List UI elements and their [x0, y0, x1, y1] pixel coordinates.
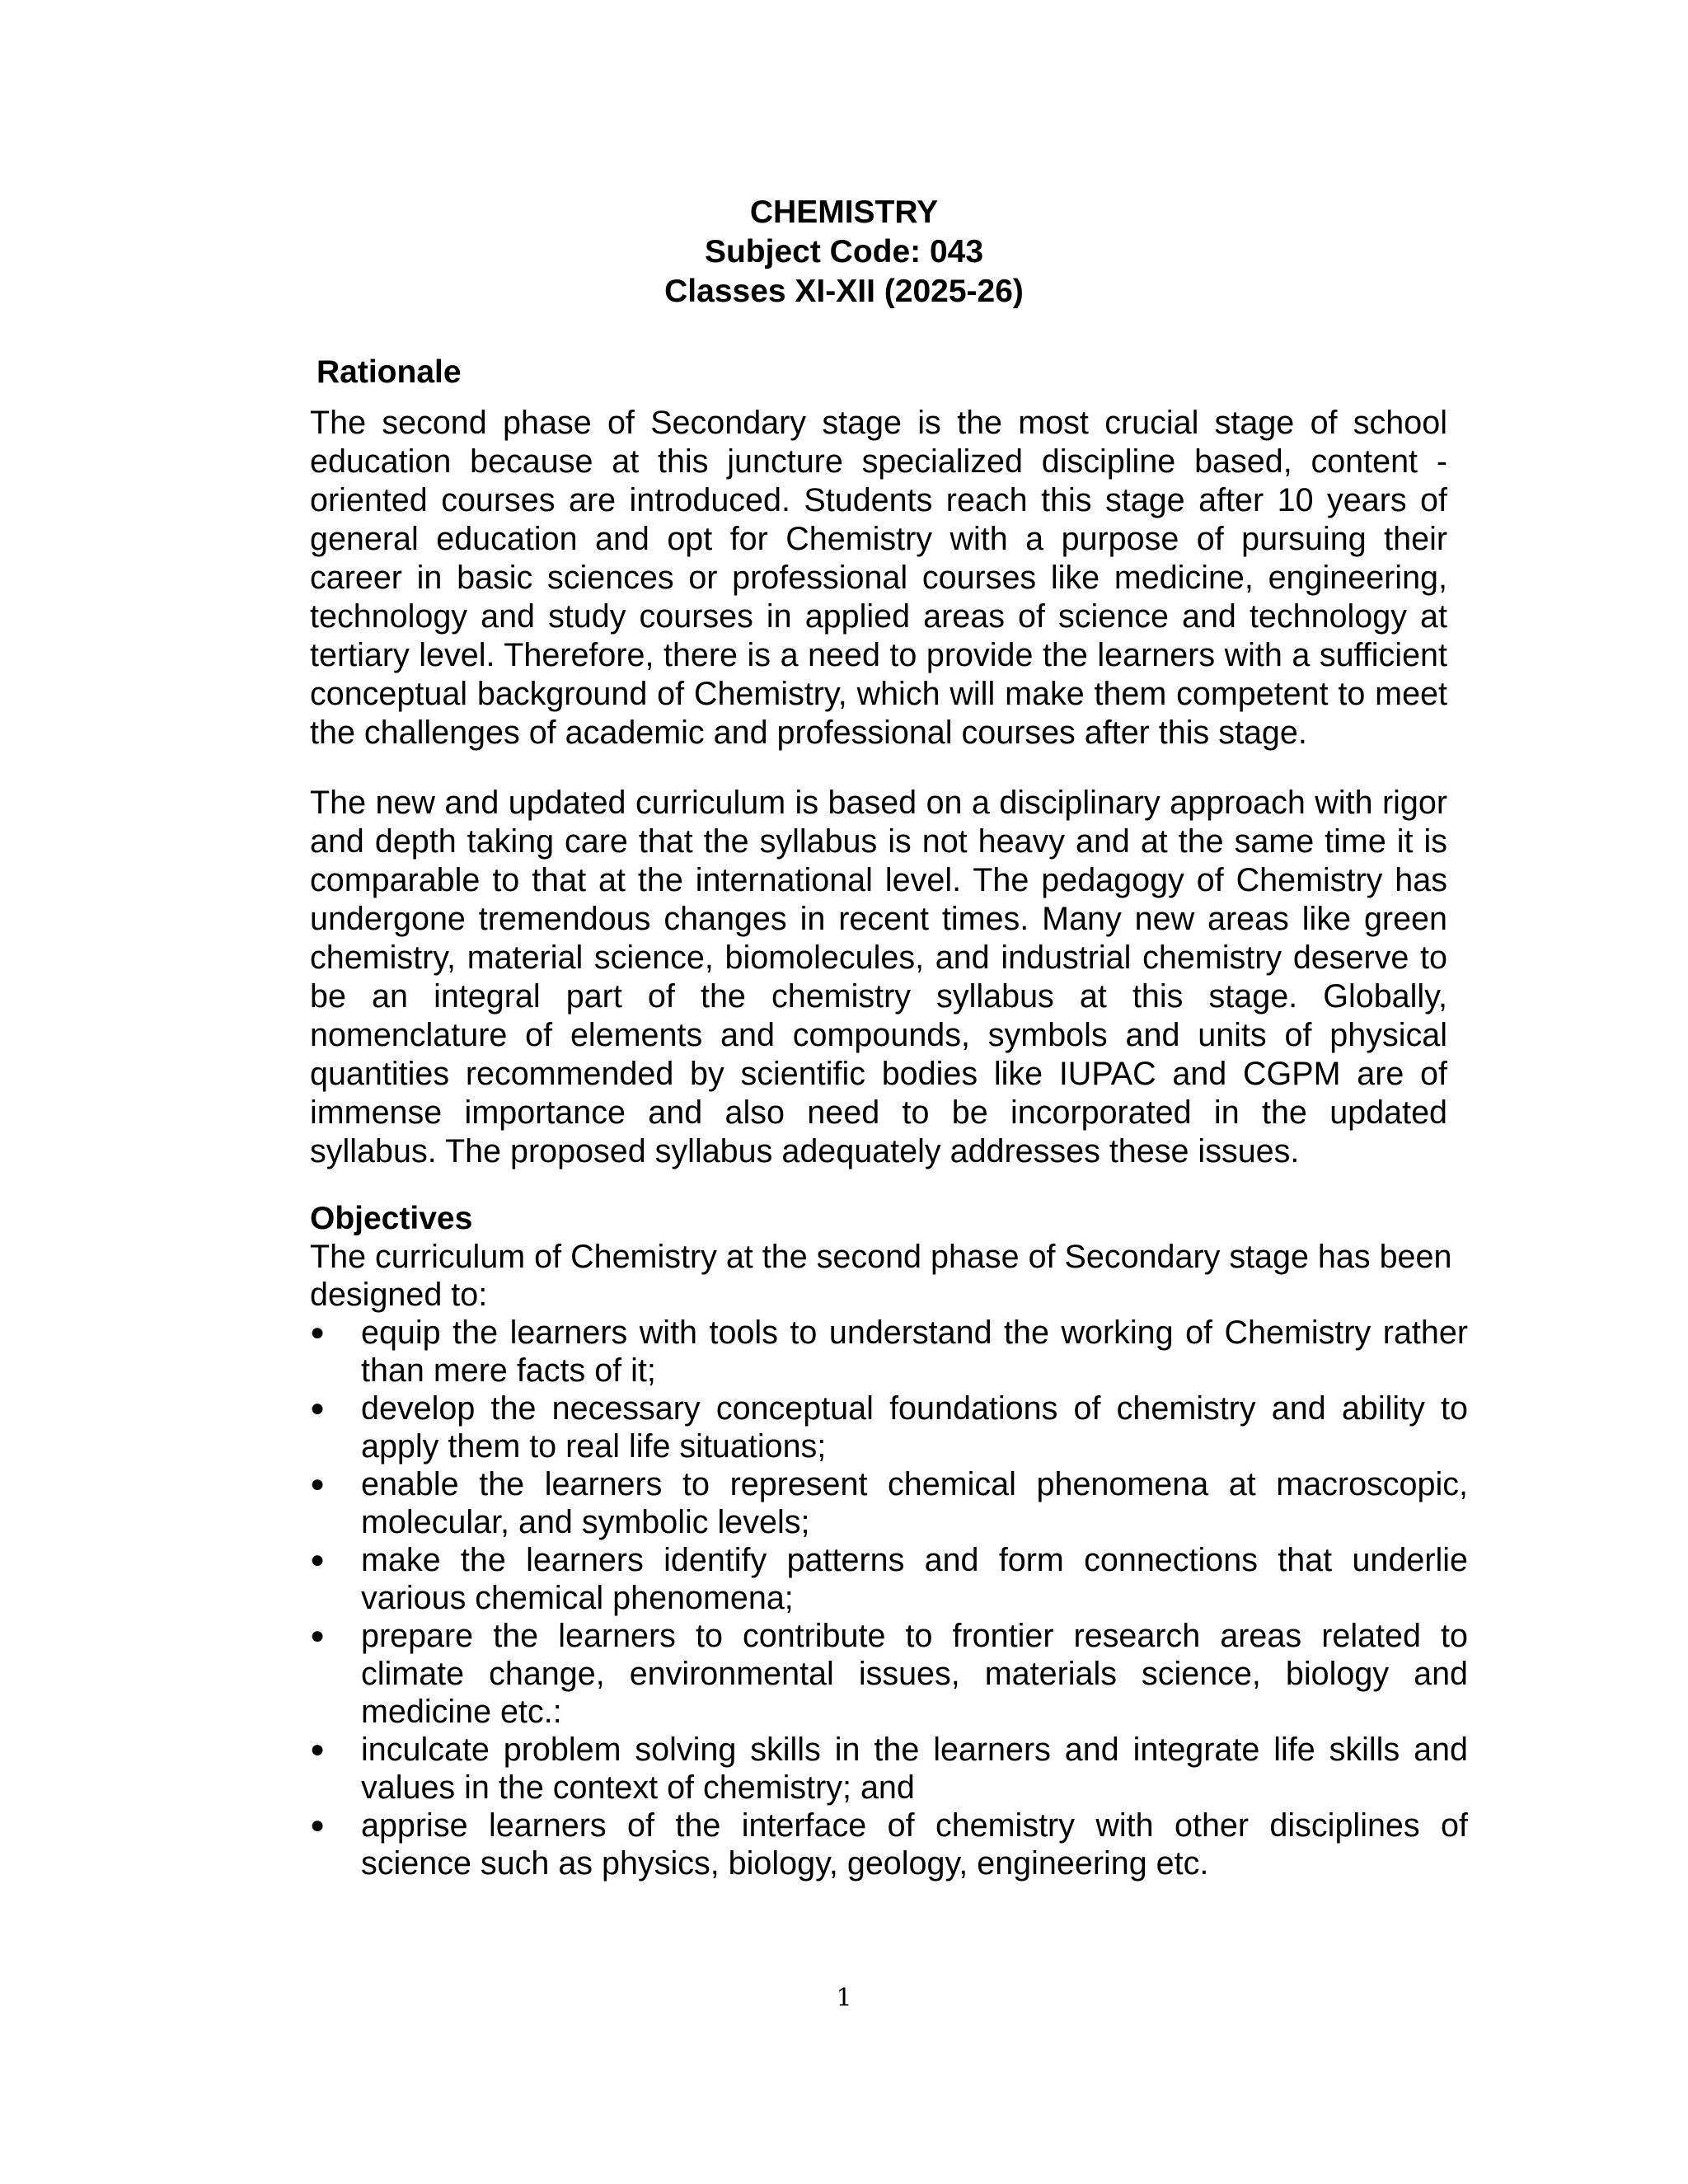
bullet-icon: ●	[310, 1622, 326, 1649]
rationale-paragraph-1: The second phase of Secondary stage is the most crucial stage of school education because at this juncture specialized discipline based, content - oriented courses are introduced. Students reach this stage after 10 years of general education and opt for Chemistry with a purpose of pursuing their career in basic sciences or professional courses like medicine, engineering, technology and study courses in applied areas of science and technology at tertiary level. Therefore, there is a need to provide the learners with a sufficient conceptual background of Chemistry, which will make them competent to meet the challenges of academic and professional courses after this stage.	[310, 405, 1447, 751]
page-number: 1	[836, 1984, 852, 2013]
list-item-text: equip the learners with tools to understand the working of Chemistry rather than mere facts of it;	[361, 1315, 1468, 1389]
list-item-text: inculcate problem solving skills in the learners and integrate life skills and values in the context of chemistry; and	[361, 1732, 1468, 1806]
bullet-icon: ●	[310, 1470, 326, 1497]
list-item-text: make the learners identify patterns and form connections that underlie various chemical phenomena;	[361, 1542, 1468, 1616]
list-item-text: enable the learners to represent chemical phenomena at macroscopic, molecular, and symbolic levels;	[361, 1466, 1468, 1540]
bullet-icon: ●	[310, 1546, 326, 1573]
bullet-icon: ●	[310, 1319, 326, 1346]
list-item-text: prepare the learners to contribute to frontier research areas related to climate change, environmental issues, materials science, biology and medicine etc.:	[361, 1618, 1468, 1730]
objectives-intro: The curriculum of Chemistry at the second phase of Secondary stage has been designed to:	[310, 1239, 1452, 1313]
list-item	[310, 1731, 1468, 1807]
subject-title: CHEMISTRY	[749, 194, 939, 230]
list-item	[310, 1617, 1468, 1731]
list-item	[310, 1807, 1468, 1882]
document-header	[0, 193, 1688, 312]
list-item	[310, 1465, 1468, 1541]
list-item-text: apprise learners of the interface of chemistry with other disciplines of science such as physics, biology, geology, engineering etc.	[361, 1807, 1468, 1882]
list-item	[310, 1541, 1468, 1617]
list-item	[310, 1390, 1468, 1465]
rationale-paragraph-2: The new and updated curriculum is based on a disciplinary approach with rigor and depth taking care that the syllabus is not heavy and at the same time it is comparable to that at the international level. The pedagogy of Chemistry has undergone tremendous changes in recent times. Many new areas like green chemistry, material science, biomolecules, and industrial chemistry deserve to be an integral part of the chemistry syllabus at this stage. Globally, nomenclature of elements and compounds, symbols and units of physical quantities recommended by scientific bodies like IUPAC and CGPM are of immense importance and also need to be incorporated in the updated syllabus. The proposed syllabus adequately addresses these issues.	[310, 785, 1447, 1169]
objectives-list	[310, 1314, 1468, 1882]
rationale-heading: Rationale	[316, 354, 462, 390]
classes-year: Classes XI-XII (2025-26)	[664, 274, 1024, 309]
objectives-heading: Objectives	[310, 1201, 473, 1236]
list-item	[310, 1314, 1468, 1390]
subject-code: Subject Code: 043	[704, 234, 984, 269]
list-item-text: develop the necessary conceptual foundations of chemistry and ability to apply them to real life situations;	[361, 1390, 1468, 1465]
bullet-icon: ●	[310, 1811, 326, 1839]
bullet-icon: ●	[310, 1736, 326, 1763]
objectives-section	[310, 1199, 1468, 1882]
bullet-icon: ●	[310, 1394, 326, 1422]
